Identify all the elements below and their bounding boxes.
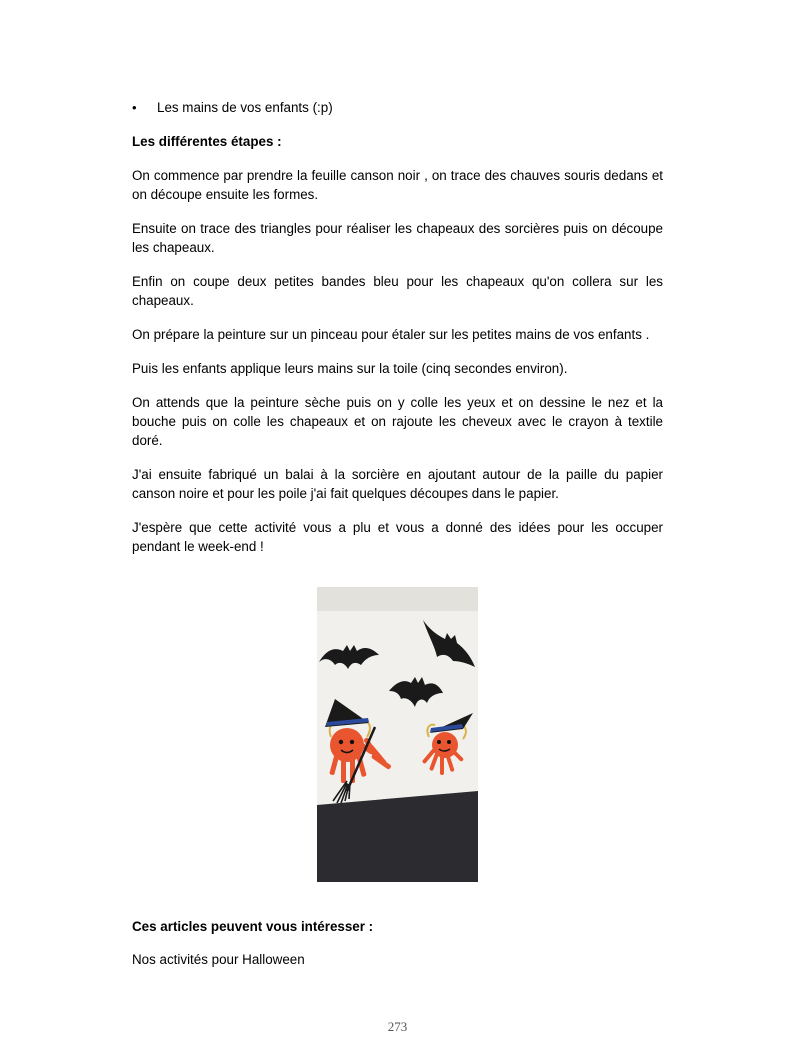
related-articles-heading: Ces articles peuvent vous intéresser :	[132, 919, 374, 934]
step-paragraph-4: On prépare la peinture sur un pinceau pour étaler sur les petites mains de vos enfants .	[132, 327, 650, 342]
article-body	[132, 98, 663, 571]
page-number: 273	[387, 1019, 408, 1034]
table-surface	[317, 791, 478, 882]
craft-photo-illustration	[317, 587, 478, 882]
step-paragraph-7: J'ai ensuite fabriqué un balai à la sorcière en ajoutant autour de la paille du papier canson noire et pour les poile j'ai fait quelques découpes dans le papier.	[132, 467, 663, 501]
step-paragraph-1: On commence par prendre la feuille canson noir , on trace des chauves souris dedans et on découpe ensuite les formes.	[132, 168, 663, 202]
related-article-link[interactable]: Nos activités pour Halloween	[132, 952, 305, 967]
step-paragraph-2: Ensuite on trace des triangles pour réaliser les chapeaux des sorcières puis on découpe les chapeaux.	[132, 221, 663, 255]
bullet-icon: •	[132, 100, 137, 115]
step-paragraph-3: Enfin on coupe deux petites bandes bleu pour les chapeaux qu'on collera sur les chapeaux.	[132, 274, 663, 308]
step-paragraph-6: On attends que la peinture sèche puis on y colle les yeux et on dessine le nez et la bouche puis on colle les chapeaux et on rajoute les cheveux avec le crayon à textile doré.	[132, 395, 663, 448]
witch-left-eye-left	[339, 740, 343, 744]
witch-right-eye-right	[447, 740, 451, 744]
paper-top-shade	[317, 587, 478, 611]
materials-item-text: Les mains de vos enfants (:p)	[157, 100, 333, 115]
steps-heading: Les différentes étapes :	[132, 134, 282, 149]
witch-right-eye-left	[437, 740, 441, 744]
step-paragraph-8: J'espère que cette activité vous a plu et vous a donné des idées pour les occuper pendant le week-end !	[132, 520, 663, 554]
step-paragraph-5: Puis les enfants applique leurs mains sur la toile (cinq secondes environ).	[132, 361, 568, 376]
craft-photo	[317, 587, 478, 882]
witch-left-eye-right	[350, 740, 354, 744]
materials-list-item	[132, 98, 663, 117]
